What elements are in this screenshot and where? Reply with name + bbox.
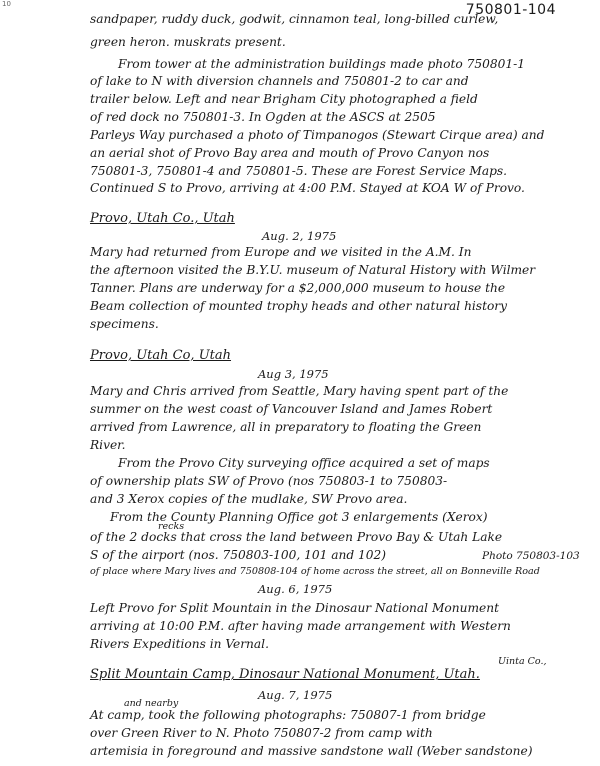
entry-heading: Provo, Utah Co., Utah [90, 211, 235, 226]
text-line: From the County Planning Office got 3 enlargements (Xerox) [110, 510, 488, 524]
text-line: Mary and Chris arrived from Seattle, Mary having spent part of the [90, 384, 509, 398]
text-line: over Green River to N. Photo 750807-2 from camp with [90, 726, 433, 740]
text-line: trailer below. Left and near Brigham City photographed a field [90, 92, 478, 106]
text-line: arrived from Lawrence, all in preparatory to floating the Green [90, 420, 482, 434]
text-line: Rivers Expeditions in Vernal. [90, 637, 269, 651]
text-line: At camp, took the following photographs: 750807-1 from bridge [90, 708, 486, 722]
text-line: Beam collection of mounted trophy heads and other natural history [90, 299, 508, 313]
text-line: sandpaper, ruddy duck, godwit, cinnamon teal, long-billed curlew, [90, 12, 499, 26]
text-line: the afternoon visited the B.Y.U. museum of Natural History with Wilmer [90, 263, 536, 277]
entry-date: Aug. 2, 1975 [262, 229, 337, 243]
text-line: of place where Mary lives and 750808-104 of home across the street, all on Bonneville Road [90, 566, 540, 577]
page-number: 750801-104 [465, 2, 556, 18]
text-line: of red dock no 750801-3. In Ogden at the ASCS at 2505 [90, 110, 436, 124]
insertion-note: recks [158, 521, 185, 532]
text-line: of lake to N with diversion channels and 750801-2 to car and [90, 74, 469, 88]
text-line: 750801-3, 750801-4 and 750801-5. These are Forest Service Maps. [90, 164, 508, 178]
text-line: S of the airport (nos. 750803-100, 101 and 102) [90, 548, 387, 562]
text-line: artemisia in foreground and massive sandstone wall (Weber sandstone) [90, 744, 533, 758]
text-line: Left Provo for Split Mountain in the Dinosaur National Monument [90, 601, 499, 615]
text-line: From tower at the administration buildings made photo 750801-1 [118, 57, 526, 71]
text-line: Parleys Way purchased a photo of Timpanogos (Stewart Cirque area) and [90, 128, 545, 142]
corner-mark: 10 [2, 0, 11, 8]
text-line: From the Provo City surveying office acquired a set of maps [118, 456, 490, 470]
text-line: Tanner. Plans are underway for a $2,000,000 museum to house the [90, 281, 506, 295]
entry-heading: Split Mountain Camp, Dinosaur National Monument, Utah. [90, 667, 480, 682]
text-line: and 3 Xerox copies of the mudlake, SW Provo area. [90, 492, 408, 506]
insertion-note: Uinta Co., [498, 656, 547, 667]
text-line: River. [90, 438, 126, 452]
insertion-note: and nearby [124, 698, 179, 709]
text-line: an aerial shot of Provo Bay area and mouth of Provo Canyon nos [90, 146, 490, 160]
side-note: Photo 750803-103 [482, 550, 580, 562]
text-line: of ownership plats SW of Provo (nos 750803-1 to 750803- [90, 474, 448, 488]
entry-date: Aug. 6, 1975 [258, 582, 333, 596]
text-line: Mary had returned from Europe and we visited in the A.M. In [90, 245, 472, 259]
entry-date: Aug. 7, 1975 [258, 688, 333, 702]
text-line: arriving at 10:00 P.M. after having made arrangement with Western [90, 619, 511, 633]
entry-date: Aug 3, 1975 [258, 367, 329, 381]
text-line: summer on the west coast of Vancouver Island and James Robert [90, 402, 493, 416]
text-line: specimens. [90, 317, 159, 331]
text-line: Continued S to Provo, arriving at 4:00 P.M. Stayed at KOA W of Provo. [90, 181, 525, 195]
entry-heading: Provo, Utah Co, Utah [90, 348, 232, 363]
text-line: of the 2 docks that cross the land between Provo Bay & Utah Lake [90, 530, 503, 544]
text-line: green heron. muskrats present. [90, 35, 286, 49]
